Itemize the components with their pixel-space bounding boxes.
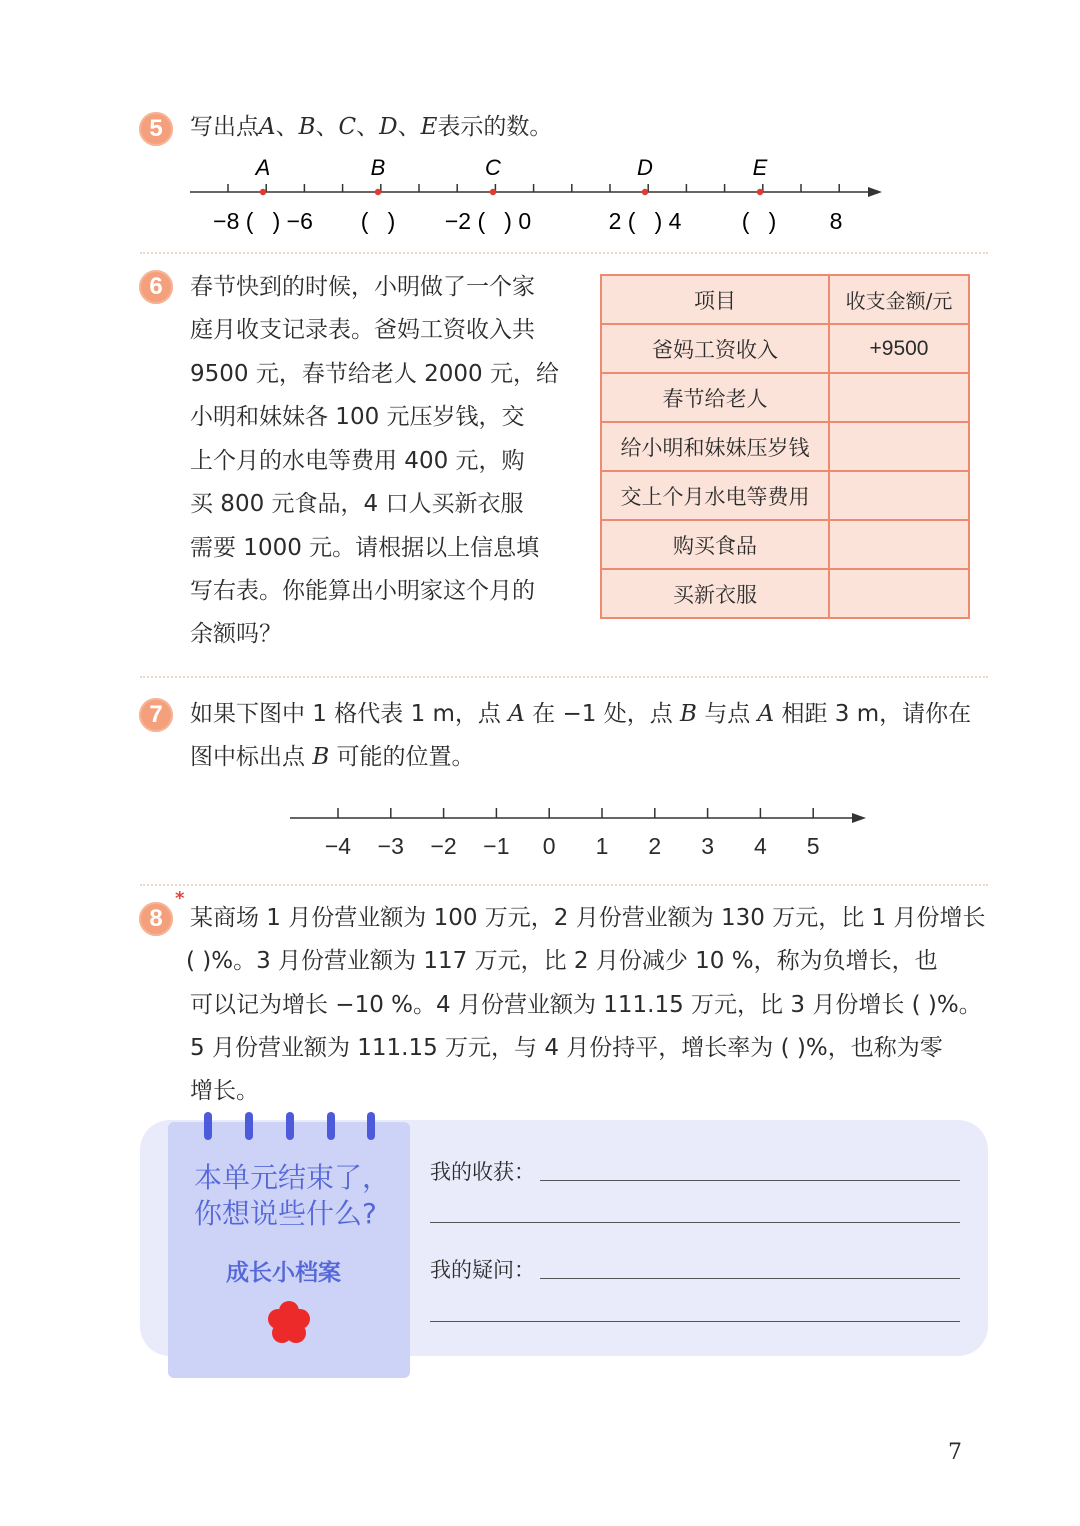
table-cell-item: 给小明和妹妹压岁钱 (601, 422, 829, 471)
q5-number-line (0, 0, 1080, 250)
q6-line-6: 买 800 元食品，4 口人买新衣服 (190, 491, 524, 517)
question-5-badge: 5 (139, 112, 173, 146)
q8-line-1: 某商场 1 月份营业额为 100 万元，2 月份营业额为 130 万元，比 1 月份增长 (190, 905, 986, 931)
question-label: 我的疑问： (430, 1258, 535, 1282)
q7-line-2: 图中标出点 B 可能的位置。 (190, 744, 475, 770)
table-cell-item: 买新衣服 (601, 569, 829, 618)
q7-tick-label: 2 (648, 833, 662, 859)
q7-tick-label: 4 (754, 833, 767, 859)
table-row (601, 520, 969, 569)
q7-tick-label: −2 (430, 833, 457, 859)
q5-point-label-e: E (752, 155, 768, 180)
q7-tick-label: 5 (806, 833, 820, 859)
q7-tick-label: 1 (595, 833, 609, 859)
table-header-amount: 收支金额/元 (829, 275, 969, 324)
q5-num-label-6: 8 (829, 208, 843, 234)
q8-line-3: 可以记为增长 −10 %。4 月份营业额为 111.15 万元，比 3 月份增长 ( )%。 (190, 992, 982, 1018)
notepad-ring-icon (245, 1112, 253, 1140)
table-cell-amount[interactable]: +9500 (829, 324, 969, 373)
notepad-ring-icon (204, 1112, 212, 1140)
question-6-badge: 6 (139, 270, 173, 304)
table-cell-amount[interactable] (829, 422, 969, 471)
q6-line-4: 小明和妹妹各 100 元压岁钱，交 (190, 404, 525, 430)
table-cell-amount[interactable] (829, 520, 969, 569)
q6-line-8: 写右表。你能算出小明家这个月的 (190, 578, 535, 604)
q7-tick-label: −3 (377, 833, 404, 859)
q7-tick-label: 3 (701, 833, 714, 859)
q5-point-dot (642, 189, 648, 195)
q5-point-dot (490, 189, 496, 195)
divider-2 (140, 676, 988, 678)
question-input-line-1[interactable] (540, 1278, 960, 1279)
q5-point-label-a: A (255, 155, 271, 180)
q7-tick-label: 0 (542, 833, 556, 859)
income-expense-table (600, 274, 970, 619)
table-cell-item: 春节给老人 (601, 373, 829, 422)
table-header-row (601, 275, 969, 324)
gain-label: 我的收获： (430, 1160, 535, 1184)
table-row (601, 471, 969, 520)
question-7-badge: 7 (139, 698, 173, 732)
q5-point-dot (757, 189, 763, 195)
table-cell-amount[interactable] (829, 569, 969, 618)
table-cell-item: 交上个月水电等费用 (601, 471, 829, 520)
table-row (601, 373, 969, 422)
divider-1 (140, 252, 988, 254)
q6-line-2: 庭月收支记录表。爸妈工资收入共 (190, 317, 535, 343)
q5-num-label-1: −8 ( ) −6 (213, 208, 313, 234)
q5-point-label-c: C (485, 155, 501, 180)
q7-number-line[interactable] (0, 780, 1080, 870)
gain-input-line-2[interactable] (430, 1222, 960, 1223)
notepad-ring-icon (327, 1112, 335, 1140)
q7-tick-label: −4 (324, 833, 352, 859)
challenge-star-icon: * (175, 888, 185, 909)
table-cell-item: 购买食品 (601, 520, 829, 569)
table-row (601, 569, 969, 618)
q6-line-7: 需要 1000 元。请根据以上信息填 (190, 535, 540, 561)
notepad-ring-icon (367, 1112, 375, 1140)
q6-line-5: 上个月的水电等费用 400 元，购 (190, 448, 525, 474)
page-number: 7 (948, 1440, 962, 1465)
q5-num-label-3: −2 ( ) 0 (444, 208, 532, 234)
q8-line-4: 5 月份营业额为 111.15 万元，与 4 月份持平，增长率为 ( )%，也称为零 (190, 1035, 943, 1061)
q5-point-label-d: D (637, 155, 653, 180)
q8-line-5: 增长。 (190, 1078, 259, 1104)
table-cell-amount[interactable] (829, 471, 969, 520)
card-title-line-1: 本单元结束了， (194, 1161, 391, 1194)
q5-num-label-2: ( ) (360, 208, 396, 234)
notepad-ring-icon (286, 1112, 294, 1140)
q5-num-label-5: ( ) (741, 208, 777, 234)
q6-line-9: 余额吗？ (190, 621, 282, 647)
question-5-text: 写出点A、B、C、D、E表示的数。 (190, 114, 553, 140)
divider-3 (140, 884, 988, 886)
gain-input-line-1[interactable] (540, 1180, 960, 1181)
q7-line-1: 如果下图中 1 格代表 1 m，点 A 在 −1 处，点 B 与点 A 相距 3 m，请你在 (190, 701, 972, 727)
q5-point-dot (260, 189, 266, 195)
q8-line-2: ( )%。3 月份营业额为 117 万元，比 2 月份减少 10 %，称为负增长，也 (186, 948, 938, 974)
q5-point-label-b: B (370, 155, 386, 180)
table-row (601, 422, 969, 471)
q5-point-dot (375, 189, 381, 195)
q5-num-label-4: 2 ( ) 4 (608, 208, 682, 234)
card-title-line-2: 你想说些什么? (194, 1197, 377, 1230)
question-input-line-2[interactable] (430, 1321, 960, 1322)
flower-icon (266, 1300, 312, 1346)
table-header-item: 项目 (601, 275, 829, 324)
card-subtitle: 成长小档案 (226, 1260, 341, 1286)
q6-line-1: 春节快到的时候，小明做了一个家 (190, 274, 535, 300)
table-row (601, 324, 969, 373)
table-cell-amount[interactable] (829, 373, 969, 422)
table-cell-item: 爸妈工资收入 (601, 324, 829, 373)
q7-tick-label: −1 (483, 833, 510, 859)
q6-line-3: 9500 元，春节给老人 2000 元，给 (190, 361, 559, 387)
question-8-badge: 8 (139, 902, 173, 936)
